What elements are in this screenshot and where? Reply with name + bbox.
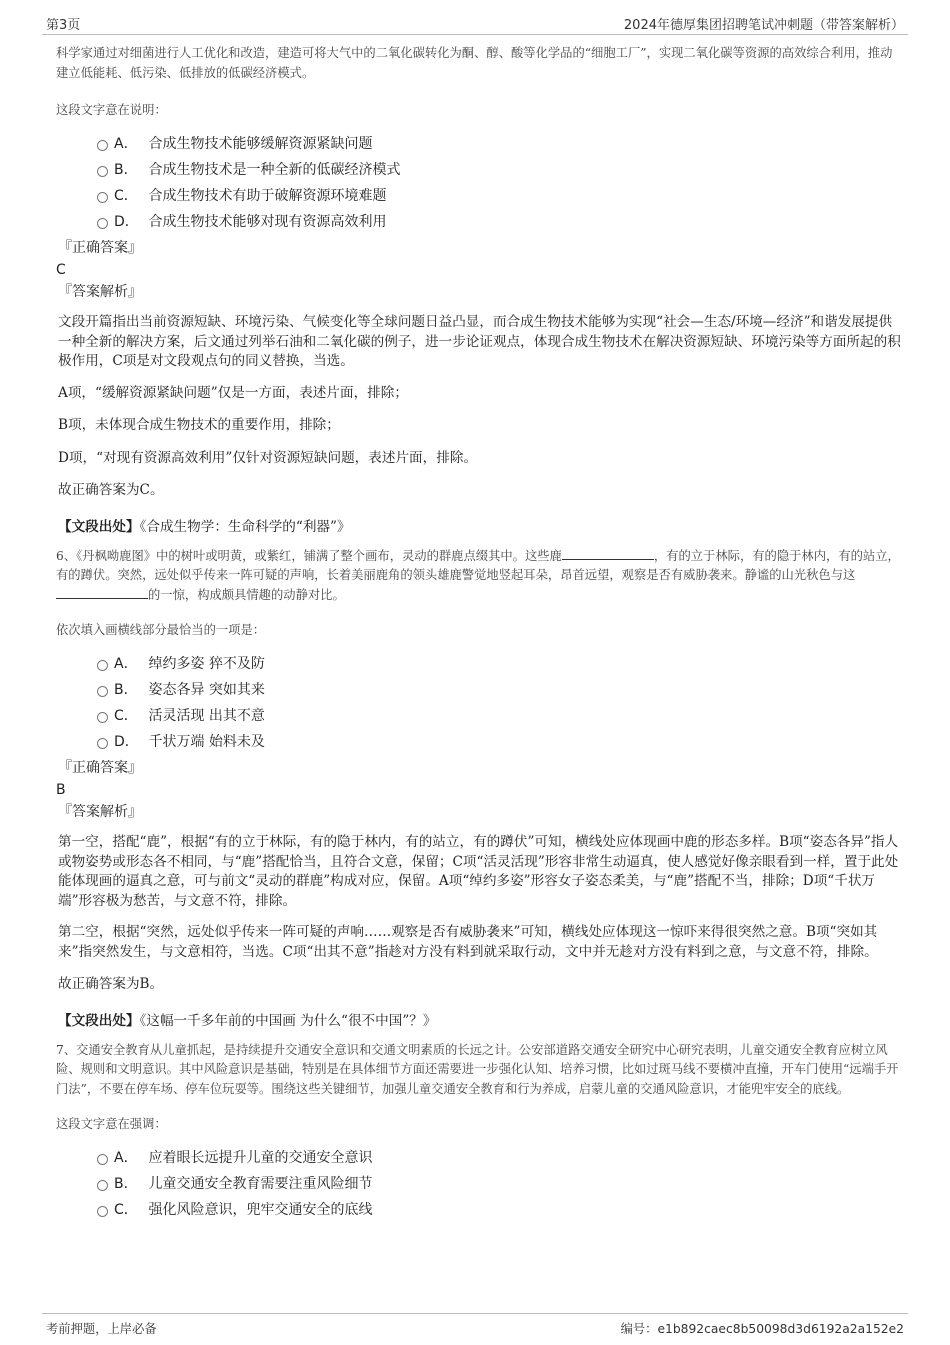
q5-option-c[interactable] — [56, 183, 902, 209]
option-text: 合成生物技术是一种全新的低碳经济模式 — [148, 162, 401, 178]
radio-button-icon[interactable] — [97, 1154, 108, 1165]
q5-analysis-a: A项，“缓解资源紧缺问题”仅是一方面，表述片面，排除； — [58, 384, 408, 401]
q6-source — [56, 1009, 902, 1029]
q7-passage: 7、交通安全教育从儿童抓起，是持续提升交通安全意识和交通文明素质的长远之计。公安部道路交通安全研究中心研究表明，儿童交通安全教育应树立风险、规则和文明意识。其中风险意识是基础，特别是在具体细节方面还需要进一步强化认知、培养习惯，比如过斑马线不要横冲直撞，开车门使用“远端手开门法”，不要在停车场、停车位玩耍等。围绕这些关键细节，加强儿童交通安全教育和行为养成，启蒙儿童的交通风险意识，才能兜牢安全的底线。 — [56, 1042, 899, 1096]
option-letter: C． — [114, 188, 138, 204]
radio-button-icon[interactable] — [97, 218, 108, 229]
q6-passage-part3: 的一惊，构成颇具情趣的动静对比。 — [148, 587, 345, 602]
option-letter: A． — [114, 136, 138, 152]
option-letter: D． — [114, 734, 139, 750]
q7-options — [56, 1145, 902, 1223]
source-title: 《这幅一千多年前的中国画 为什么“很不中国”？》 — [139, 1012, 437, 1029]
q5-analysis-b: B项，未体现合成生物技术的重要作用，排除； — [58, 417, 340, 433]
option-letter: B． — [114, 682, 138, 698]
radio-button-icon[interactable] — [97, 686, 108, 697]
fill-blank-1[interactable] — [562, 547, 654, 560]
fill-blank-2[interactable] — [56, 586, 148, 599]
page-number: 第3页 — [46, 18, 81, 33]
q5-conclusion: 故正确答案为C。 — [58, 482, 164, 498]
q6-option-b[interactable] — [56, 677, 902, 703]
q7-option-a[interactable] — [56, 1145, 902, 1171]
q5-passage: 科学家通过对细菌进行人工优化和改造，建造可将大气中的二氧化碳转化为酮、醇、酸等化学品的“细胞工厂”，实现二氧化碳等资源的高效综合利用，推动建立低能耗、低污染、低排放的低碳经济模式。 — [56, 46, 893, 80]
q5-analysis-main: 文段开篇指出当前资源短缺、环境污染、气候变化等全球问题日益凸显，而合成生物技术能够为实现“社会—生态/环境—经济”和谐发展提供一种全新的解决方案，后文通过列举石油和二氧化碳的例子，进一步论证观点，体现合成生物技术在解决资源短缺、环境污染等方面所起的积极作用，C项是对文段观点句的同义替换，当选。 — [58, 314, 901, 369]
option-letter: B． — [114, 1176, 138, 1192]
option-text: 合成生物技术能够缓解资源紧缺问题 — [148, 136, 373, 152]
q6-passage-part2: ，有的立于林际，有的隐于林内，有的站立，有的蹲伏。突然，远处似乎传来一阵可疑的声响，长着美丽鹿角的领头雄鹿警觉地竖起耳朵，昂首远望，观察是否有威胁袭来。静谧的山光秋色与这 — [56, 548, 900, 582]
option-text: 姿态各异 突如其来 — [148, 682, 265, 698]
q5-analysis-d: D项，“对现有资源高效利用”仅针对资源短缺问题，表述片面，排除。 — [58, 449, 478, 466]
q5-source — [56, 515, 902, 535]
source-title: 《合成生物学：生命科学的“利器”》 — [139, 518, 351, 535]
option-text: 活灵活现 出其不意 — [148, 708, 265, 724]
radio-button-icon[interactable] — [97, 738, 108, 749]
option-text: 千状万端 始料未及 — [148, 734, 265, 750]
option-letter: A． — [114, 1150, 138, 1166]
q6-option-d[interactable] — [56, 729, 902, 755]
option-text: 合成生物技术能够对现有资源高效利用 — [148, 214, 387, 230]
q6-answer: B — [56, 782, 66, 798]
q5-analysis-label: 『答案解析』 — [58, 284, 142, 300]
radio-button-icon[interactable] — [97, 140, 108, 151]
q7-option-c[interactable] — [56, 1197, 902, 1223]
source-label: 【文段出处】 — [58, 518, 140, 535]
q6-analysis-label: 『答案解析』 — [58, 804, 142, 820]
q6-prompt: 依次填入画横线部分最恰当的一项是： — [56, 623, 266, 637]
radio-button-icon[interactable] — [97, 1206, 108, 1217]
q6-analysis-first-blank: 第一空，搭配“鹿”，根据“有的立于林际，有的隐于林内，有的站立，有的蹲伏”可知，横线处应体现画中鹿的形态多样。B项“姿态各异”指人或物姿势或形态各不相同，与“鹿”搭配恰当，且符合文意，保留；C项“活灵活现”形容非常生动逼真，使人感觉好像亲眼看到一样，置于此处能体现画的逼真之意，可与前文“灵动的群鹿”构成对应，保留。A项“绰约多姿”形容女子姿态柔美，与“鹿”搭配不当，排除；D项“千状万端”形容极为愁苦，与文意不符，排除。 — [58, 834, 899, 909]
document-title: 2024年德厚集团招聘笔试冲刺题（带答案解析） — [623, 18, 904, 33]
option-text: 合成生物技术有助于破解资源环境难题 — [148, 188, 387, 204]
document-body — [56, 44, 902, 1223]
q5-options — [56, 131, 902, 235]
page-footer — [42, 1313, 908, 1338]
q6-passage — [56, 547, 902, 606]
q6-answer-label: 『正确答案』 — [58, 760, 142, 776]
option-text: 强化风险意识，兜牢交通安全的底线 — [148, 1202, 373, 1218]
option-letter: D． — [114, 214, 139, 230]
q5-answer: C — [56, 262, 66, 278]
q5-option-b[interactable] — [56, 157, 902, 183]
option-letter: A． — [114, 656, 138, 672]
q6-analysis-second-blank: 第二空，根据“突然，远处似乎传来一阵可疑的声响……观察是否有威胁袭来”可知，横线处应体现这一惊吓来得很突然之意。B项“突如其来”指突然发生，与文意相符，当选。C项“出其不意”指趁对方没有料到就采取行动，文中并无趁对方没有料到之意，与文意不符，排除。 — [58, 924, 878, 960]
q7-prompt: 这段文字意在强调： — [56, 1117, 167, 1131]
q6-passage-part1: 6、《丹枫呦鹿图》中的树叶或明黄，或紫红，铺满了整个画布，灵动的群鹿点缀其中。这些鹿 — [56, 548, 562, 563]
radio-button-icon[interactable] — [97, 192, 108, 203]
option-letter: C． — [114, 1202, 138, 1218]
q5-option-a[interactable] — [56, 131, 902, 157]
option-letter: B． — [114, 162, 138, 178]
radio-button-icon[interactable] — [97, 712, 108, 723]
option-text: 应着眼长远提升儿童的交通安全意识 — [148, 1150, 373, 1166]
q7-option-b[interactable] — [56, 1171, 902, 1197]
q6-option-c[interactable] — [56, 703, 902, 729]
document-id: 编号：e1b892caec8b50098d3d6192a2a152e2 — [620, 1322, 904, 1336]
q6-option-a[interactable] — [56, 651, 902, 677]
q6-options — [56, 651, 902, 755]
footer-slogan: 考前押题，上岸必备 — [46, 1322, 157, 1336]
option-text: 绰约多姿 猝不及防 — [148, 656, 265, 672]
radio-button-icon[interactable] — [97, 166, 108, 177]
radio-button-icon[interactable] — [97, 1180, 108, 1191]
q5-option-d[interactable] — [56, 209, 902, 235]
q5-answer-label: 『正确答案』 — [58, 240, 142, 256]
radio-button-icon[interactable] — [97, 660, 108, 671]
option-letter: C． — [114, 708, 138, 724]
source-label: 【文段出处】 — [58, 1012, 140, 1029]
option-text: 儿童交通安全教育需要注重风险细节 — [148, 1176, 373, 1192]
page-header — [42, 12, 908, 35]
q5-prompt: 这段文字意在说明： — [56, 103, 167, 117]
q6-conclusion: 故正确答案为B。 — [58, 976, 164, 992]
